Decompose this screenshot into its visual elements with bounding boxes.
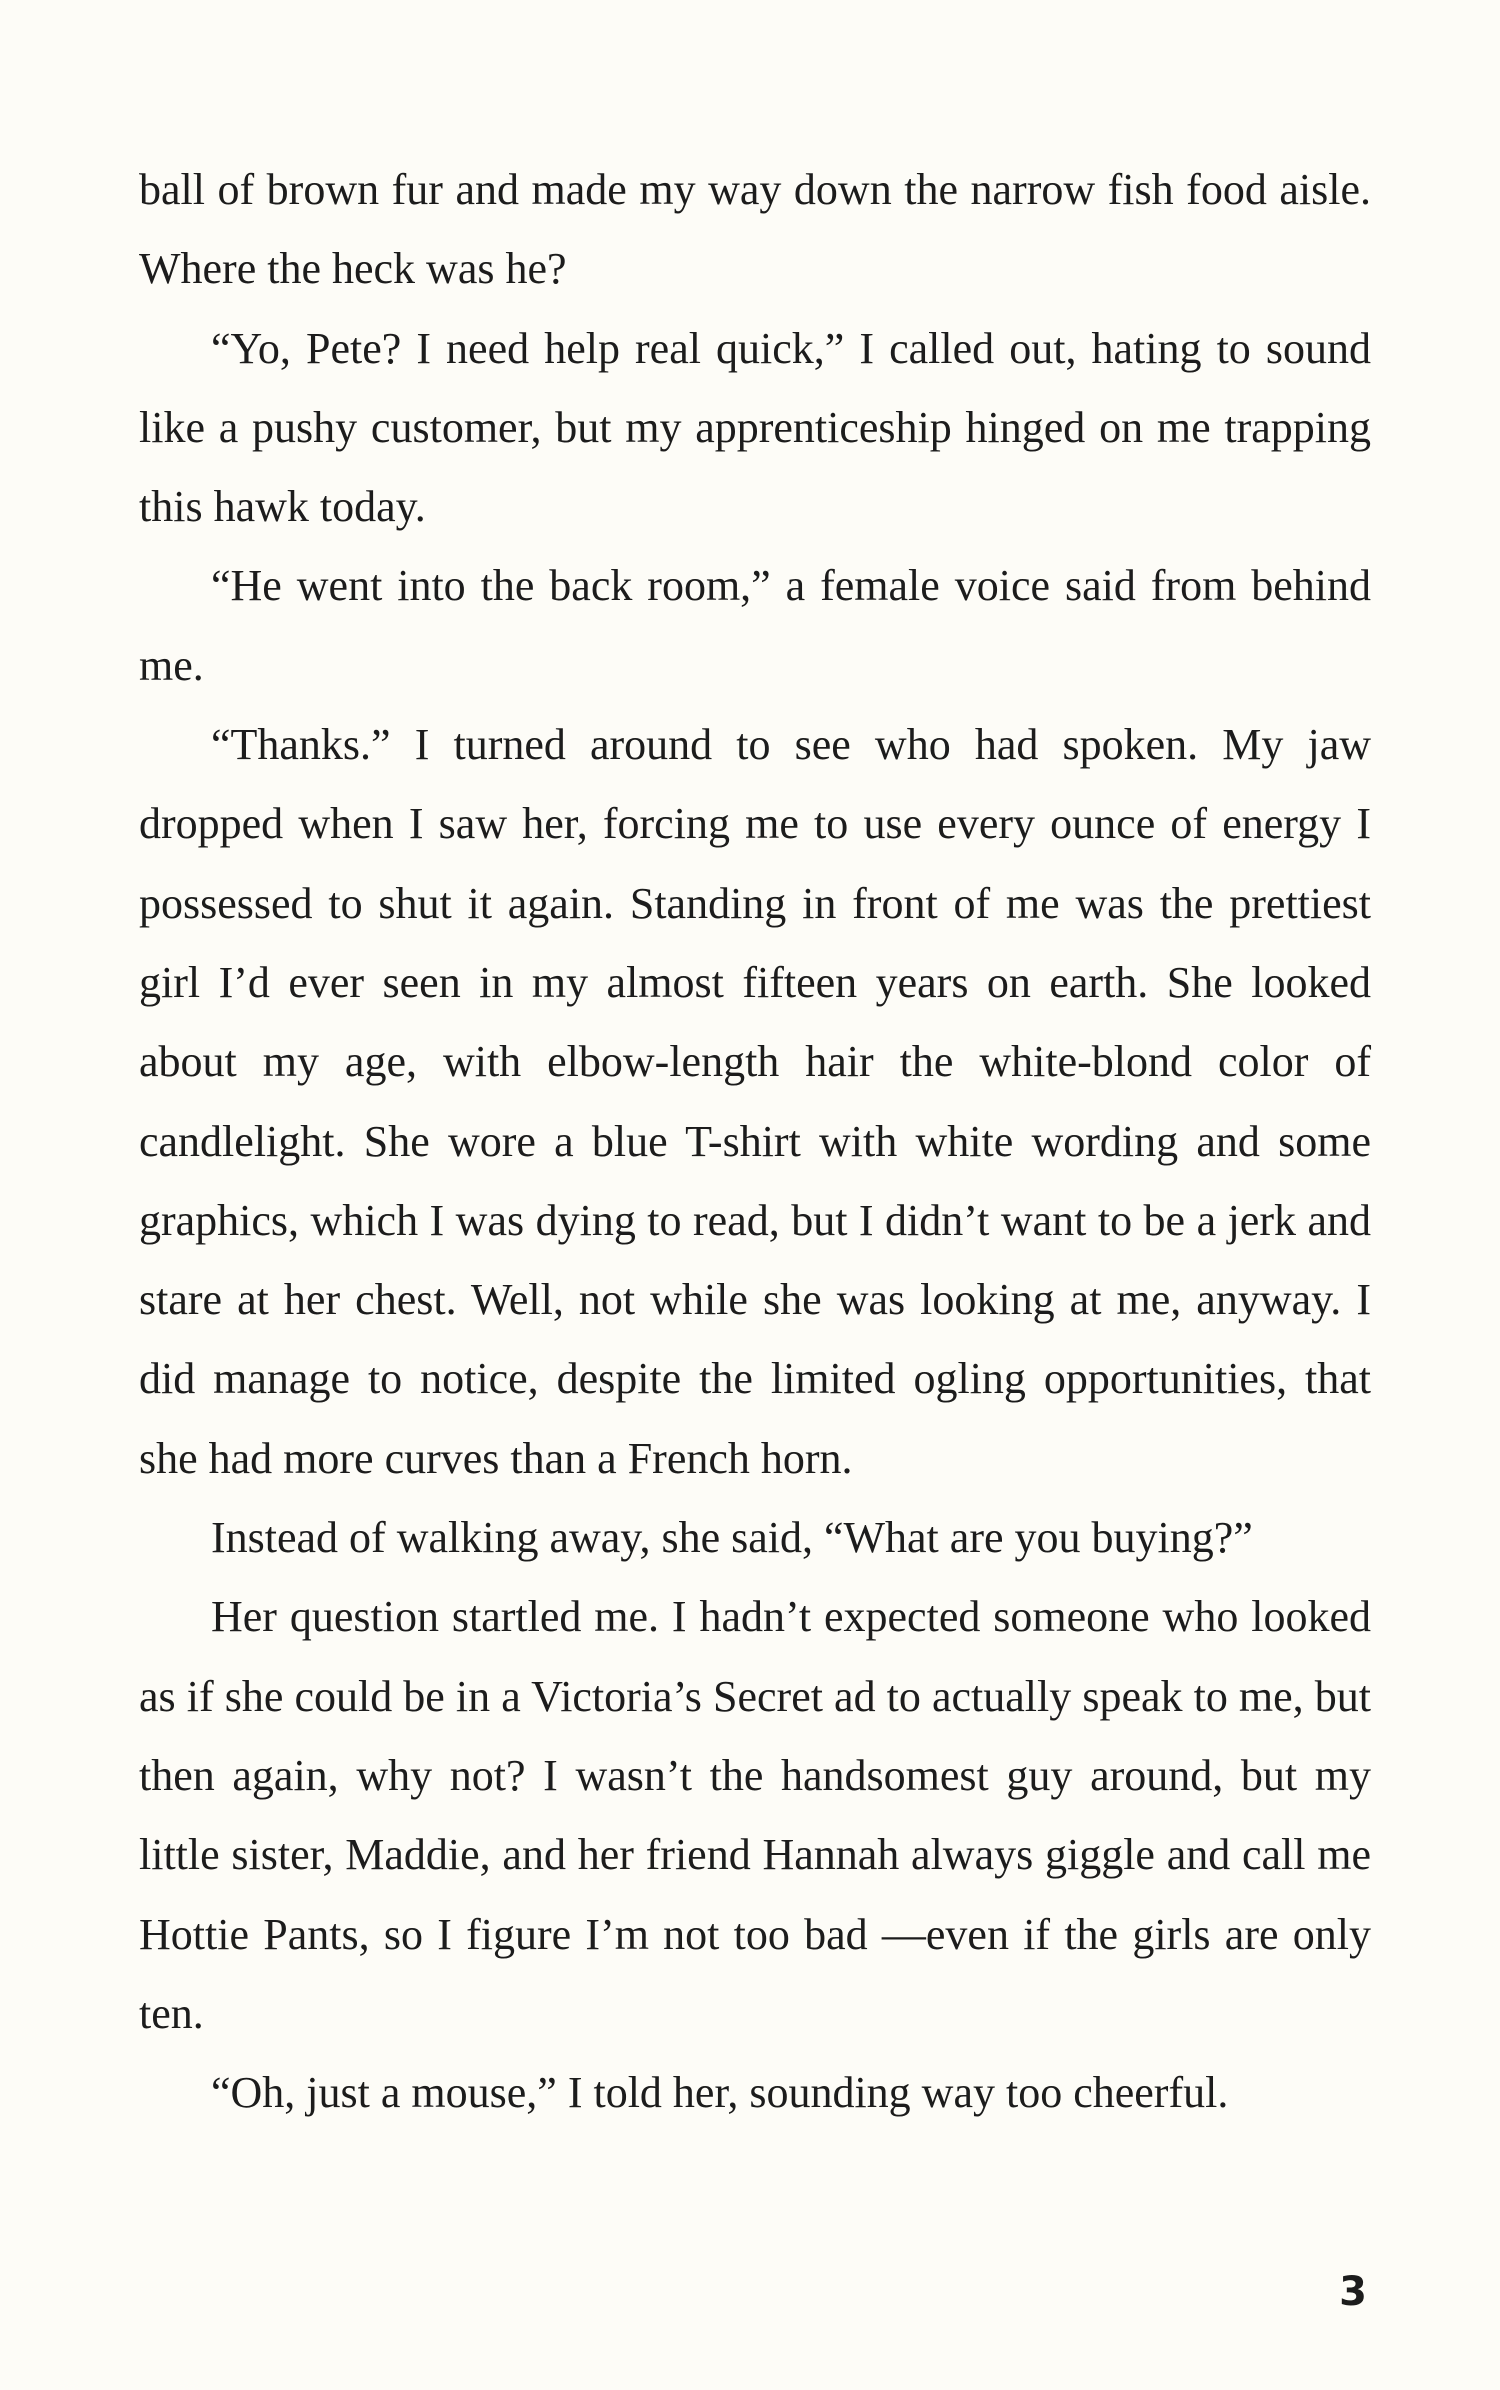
paragraph-3: “He went into the back room,” a female voice said from behind me. bbox=[139, 561, 1371, 690]
paragraph-6: Her question startled me. I hadn’t expected someone who looked as if she could be in a Victoria’s Secret ad to actually speak to me, but then again, why not? I wasn’t the handsomest guy around, but my little sister, Maddie, and her friend Hannah always giggle and call me Hottie Pants, so I figure I’m not too bad —even if the girls are only ten. bbox=[139, 1592, 1371, 2038]
paragraph-4: “Thanks.” I turned around to see who had spoken. My jaw dropped when I saw her, forcing me to use every ounce of energy I possessed to shut it again. Standing in front of me was the prettiest girl I’d ever seen in my almost fifteen years on earth. She looked about my age, with elbow-length hair the white-blond color of candlelight. She wore a blue T-shirt with white wording and some graphics, which I was dying to read, but I didn’t want to be a jerk and stare at her chest. Well, not while she was looking at me, anyway. I did manage to notice, despite the limited ogling opportunities, that she had more curves than a French horn. bbox=[139, 720, 1371, 1483]
paragraph-7: “Oh, just a mouse,” I told her, sounding way too cheerful. bbox=[211, 2068, 1229, 2118]
paragraph-2: “Yo, Pete? I need help real quick,” I called out, hating to sound like a pushy customer, but my apprenticeship hinged on me trapping this hawk today. bbox=[139, 323, 1371, 532]
paragraph-5: Instead of walking away, she said, “What are you buying?” bbox=[211, 1513, 1253, 1563]
body-text bbox=[139, 150, 1371, 2132]
page-number: 3 bbox=[1339, 2269, 1367, 2315]
paragraph-1: ball of brown fur and made my way down the narrow fish food aisle. Where the heck was he? bbox=[139, 165, 1371, 294]
